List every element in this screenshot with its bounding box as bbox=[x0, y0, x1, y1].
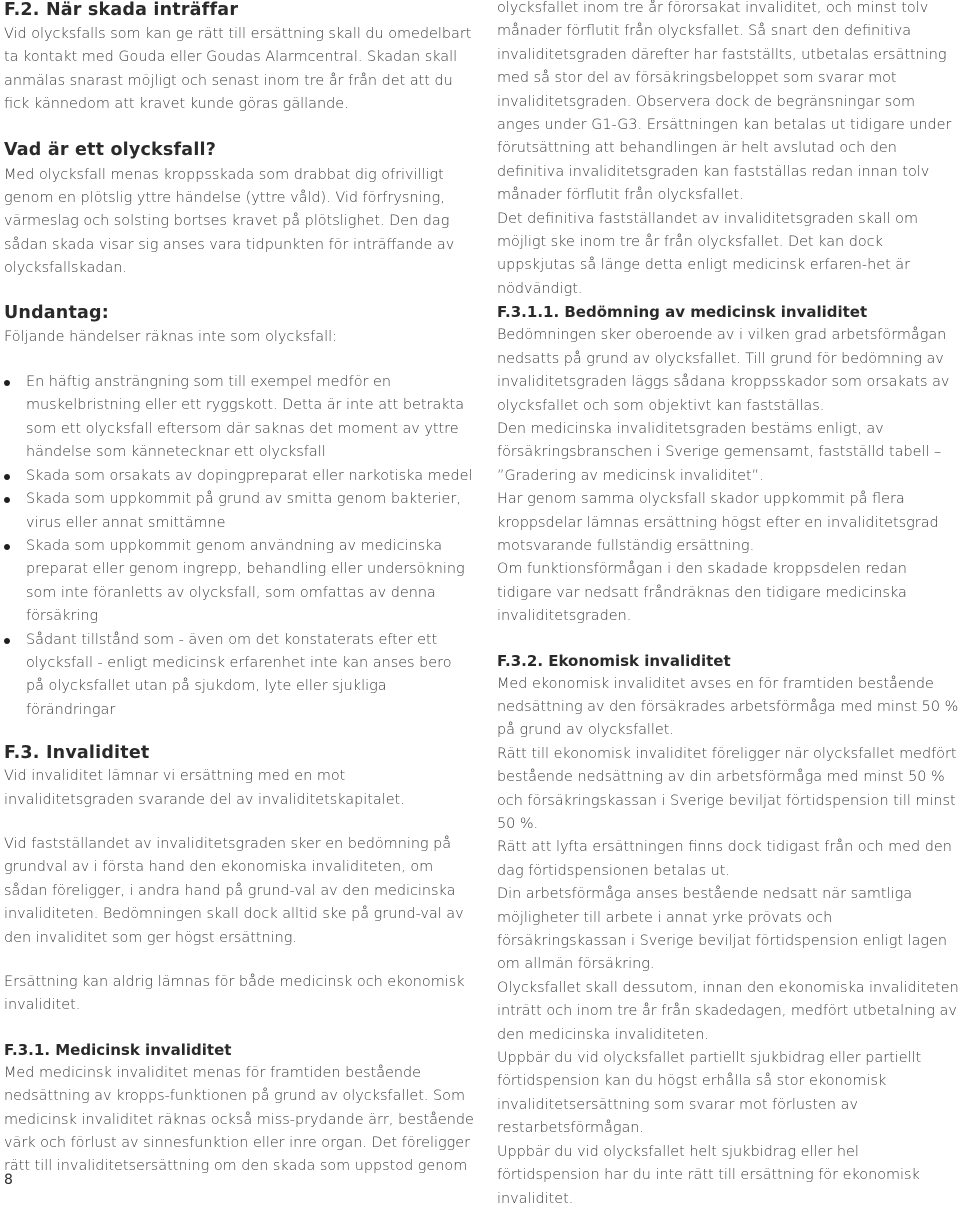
f32-paragraph-3: Rätt att lyfta ersättningen finns dock tidigast från och med den dag förtidspensionen betalas ut. bbox=[497, 839, 952, 879]
f311-paragraph-4: Om funktionsförmågan i den skadade kroppsdelen redan tidigare var nedsatt fråndräknas den tidigare medicinska invaliditetsgraden. bbox=[497, 561, 907, 625]
f32-paragraph-1: Med ekonomisk invaliditet avses en för framtiden bestående nedsättning av den försäkrades arbetsförmåga med minst 50 % på grund av olycksfallet. bbox=[497, 675, 959, 739]
list-item: Skada som uppkommit på grund av smitta genom bakterier, virus eller annat smittämne bbox=[4, 488, 474, 535]
f32-paragraph-6: Uppbär du vid olycksfallet partiellt sjukbidrag eller partiellt förtidspension kan du högst erhålla så stor ekonomisk invaliditetsersättning som svarar mot förlusten av restarbetsförmågan. bbox=[497, 1050, 922, 1137]
right-column bbox=[497, 0, 960, 1211]
section-heading-f31: F.3.1. Medicinsk invaliditet bbox=[4, 1040, 232, 1059]
f32-paragraph-2: Rätt till ekonomisk invaliditet föreligger när olycksfallet medfört bestående nedsättning av din arbetsförmåga med minst 50 % och försäkringskassan i Sverige beviljat förtidspension till minst 50 %. bbox=[497, 745, 957, 832]
heading-undantag: Undantag: bbox=[4, 302, 109, 323]
f32-paragraph-4: Din arbetsförmåga anses bestående nedsatt när samtliga möjligheter till arbete i annat yrke prövats och försäkringskassan i Sverige beviljat förtidspension enligt lagen om allmän försäkring. bbox=[497, 886, 948, 973]
bullet-icon bbox=[4, 380, 10, 386]
f31-paragraph: Med medicinsk invaliditet menas för framtiden bestående nedsättning av kropps-funktionen på grund av olycksfallet. Som medicinsk invaliditet räknas också miss-prydande ärr, bestående värk och förlust av sinnesfunktion eller inre organ. Det föreligger rätt till invaliditetsersättning om den skada som uppstod genom bbox=[4, 1064, 474, 1175]
undantag-intro: Följande händelser räknas inte som olycksfall: bbox=[4, 328, 337, 345]
f3-paragraph-3: Ersättning kan aldrig lämnas för både medicinsk och ekonomisk invaliditet. bbox=[4, 974, 465, 1014]
section-text-f2: Vid olycksfalls som kan ge rätt till ersättning skall du omedelbart ta kontakt med Gouda eller Goudas Alarmcentral. Skadan skall anmälas snarast möjligt och senast inom tre år från det att du fick kännedom att kravet kunde göras gällande. bbox=[4, 26, 472, 113]
section-heading-f3: F.3. Invaliditet bbox=[4, 743, 150, 764]
f3-paragraph-1: Vid invaliditet lämnar vi ersättning med en mot invaliditetsgraden svarande del av invaliditetskapitalet. bbox=[4, 768, 405, 808]
continued-paragraph-1: olycksfallet inom tre år förorsakat invaliditet, och minst tolv månader förflutit från olycksfallet. Så snart den definitiva invaliditetsgraden därefter har fastställts, utbetalas ersättning med så stor del av försäkringsbeloppet som svarar mot invaliditetsgraden. Observera dock de begränsningar som anges under G1-G3. Ersättningen kan betalas ut tidigare under förutsättning att behandlingen är helt avslutad och den definitiva invaliditetsgraden kan fastställas redan innan tolv månader förflutit från olycksfallet. bbox=[497, 0, 952, 204]
list-item: Skada som uppkommit genom användning av medicinska preparat eller genom ingrepp, behandling eller undersökning som inte föranletts av olycksfall, som omfattas av denna försäkring bbox=[4, 535, 474, 629]
f311-paragraph-3: Har genom samma olycksfall skador uppkommit på flera kroppsdelar lämnas ersättning högst efter en invaliditetsgrad motsvarande fullständig ersättning. bbox=[497, 491, 939, 554]
bullet-icon bbox=[4, 497, 10, 503]
list-item: En häftig ansträngning som till exempel medför en muskelbristning eller ett ryggskott. Detta är inte att betrakta som ett olycksfall eftersom där saknas det moment av yttre händelse som kännetecknar ett olycksfall bbox=[4, 371, 474, 465]
section-heading-f311: F.3.1.1. Bedömning av medicinsk invaliditet bbox=[497, 303, 868, 322]
list-item: Skada som orsakats av dopingpreparat eller narkotiska medel bbox=[4, 465, 474, 488]
bullet-icon bbox=[4, 638, 10, 644]
bullet-icon bbox=[4, 544, 10, 550]
continued-paragraph-2: Det definitiva fastställandet av invaliditetsgraden skall om möjligt ske inom tre år från olycksfallet. Det kan dock uppskjutas så länge detta enligt medicinsk erfaren-het är nödvändigt. bbox=[497, 210, 918, 297]
section-heading-f2: F.2. När skada inträffar bbox=[4, 0, 239, 20]
f32-paragraph-7: Uppbär du vid olycksfallet helt sjukbidrag eller hel förtidspension har du inte rätt till ersättning för ekonomisk invaliditet. bbox=[497, 1143, 920, 1207]
list-item: Sådant tillstånd som - även om det konstaterats efter ett olycksfall - enligt medicinsk erfarenhet inte kan anses bero på olycksfallet utan på sjukdom, lyte eller sjukliga förändringar bbox=[4, 629, 474, 723]
left-column bbox=[4, 0, 474, 1179]
bullet-icon bbox=[4, 474, 10, 480]
page-number: 8 bbox=[4, 1172, 13, 1188]
undantag-list bbox=[4, 371, 474, 722]
section-heading-f32: F.3.2. Ekonomisk invaliditet bbox=[497, 651, 731, 670]
f3-paragraph-2: Vid fastställandet av invaliditetsgraden sker en bedömning på grundval av i första hand den ekonomiska invaliditeten, om sådan föreligger, i andra hand på grund-val av den medicinska invaliditeten. Bedömningen skall dock alltid ske på grund-val av den invaliditet som ger högst ersättning. bbox=[4, 835, 464, 946]
f32-paragraph-5: Olycksfallet skall dessutom, innan den ekonomiska invaliditeten inträtt och inom tre år från skadedagen, medfört utbetalning av den medicinska invaliditeten. bbox=[497, 979, 959, 1043]
text-olycksfall: Med olycksfall menas kroppsskada som drabbat dig ofrivilligt genom en plötslig yttre händelse (yttre våld). Vid förfrysning, värmeslag och solsting bortses kravet på plötslighet. Den dag sådan skada visar sig anses vara tidpunkten för inträffande av olycksfallskadan. bbox=[4, 166, 455, 277]
heading-vad-ar-olycksfall: Vad är ett olycksfall? bbox=[4, 139, 217, 160]
f311-paragraph-1: Bedömningen sker oberoende av i vilken grad arbetsförmågan nedsatts på grund av olycksfallet. Till grund för bedömning av invaliditetsgraden läggs sådana kroppsskador som orsakats av olycksfallet och som objektivt kan fastställas. bbox=[497, 327, 950, 414]
f311-paragraph-2: Den medicinska invaliditetsgraden bestäms enligt, av försäkringsbranschen i Sverige gemensamt, fastställd tabell – ”Gradering av medicinsk invaliditet”. bbox=[497, 420, 942, 484]
